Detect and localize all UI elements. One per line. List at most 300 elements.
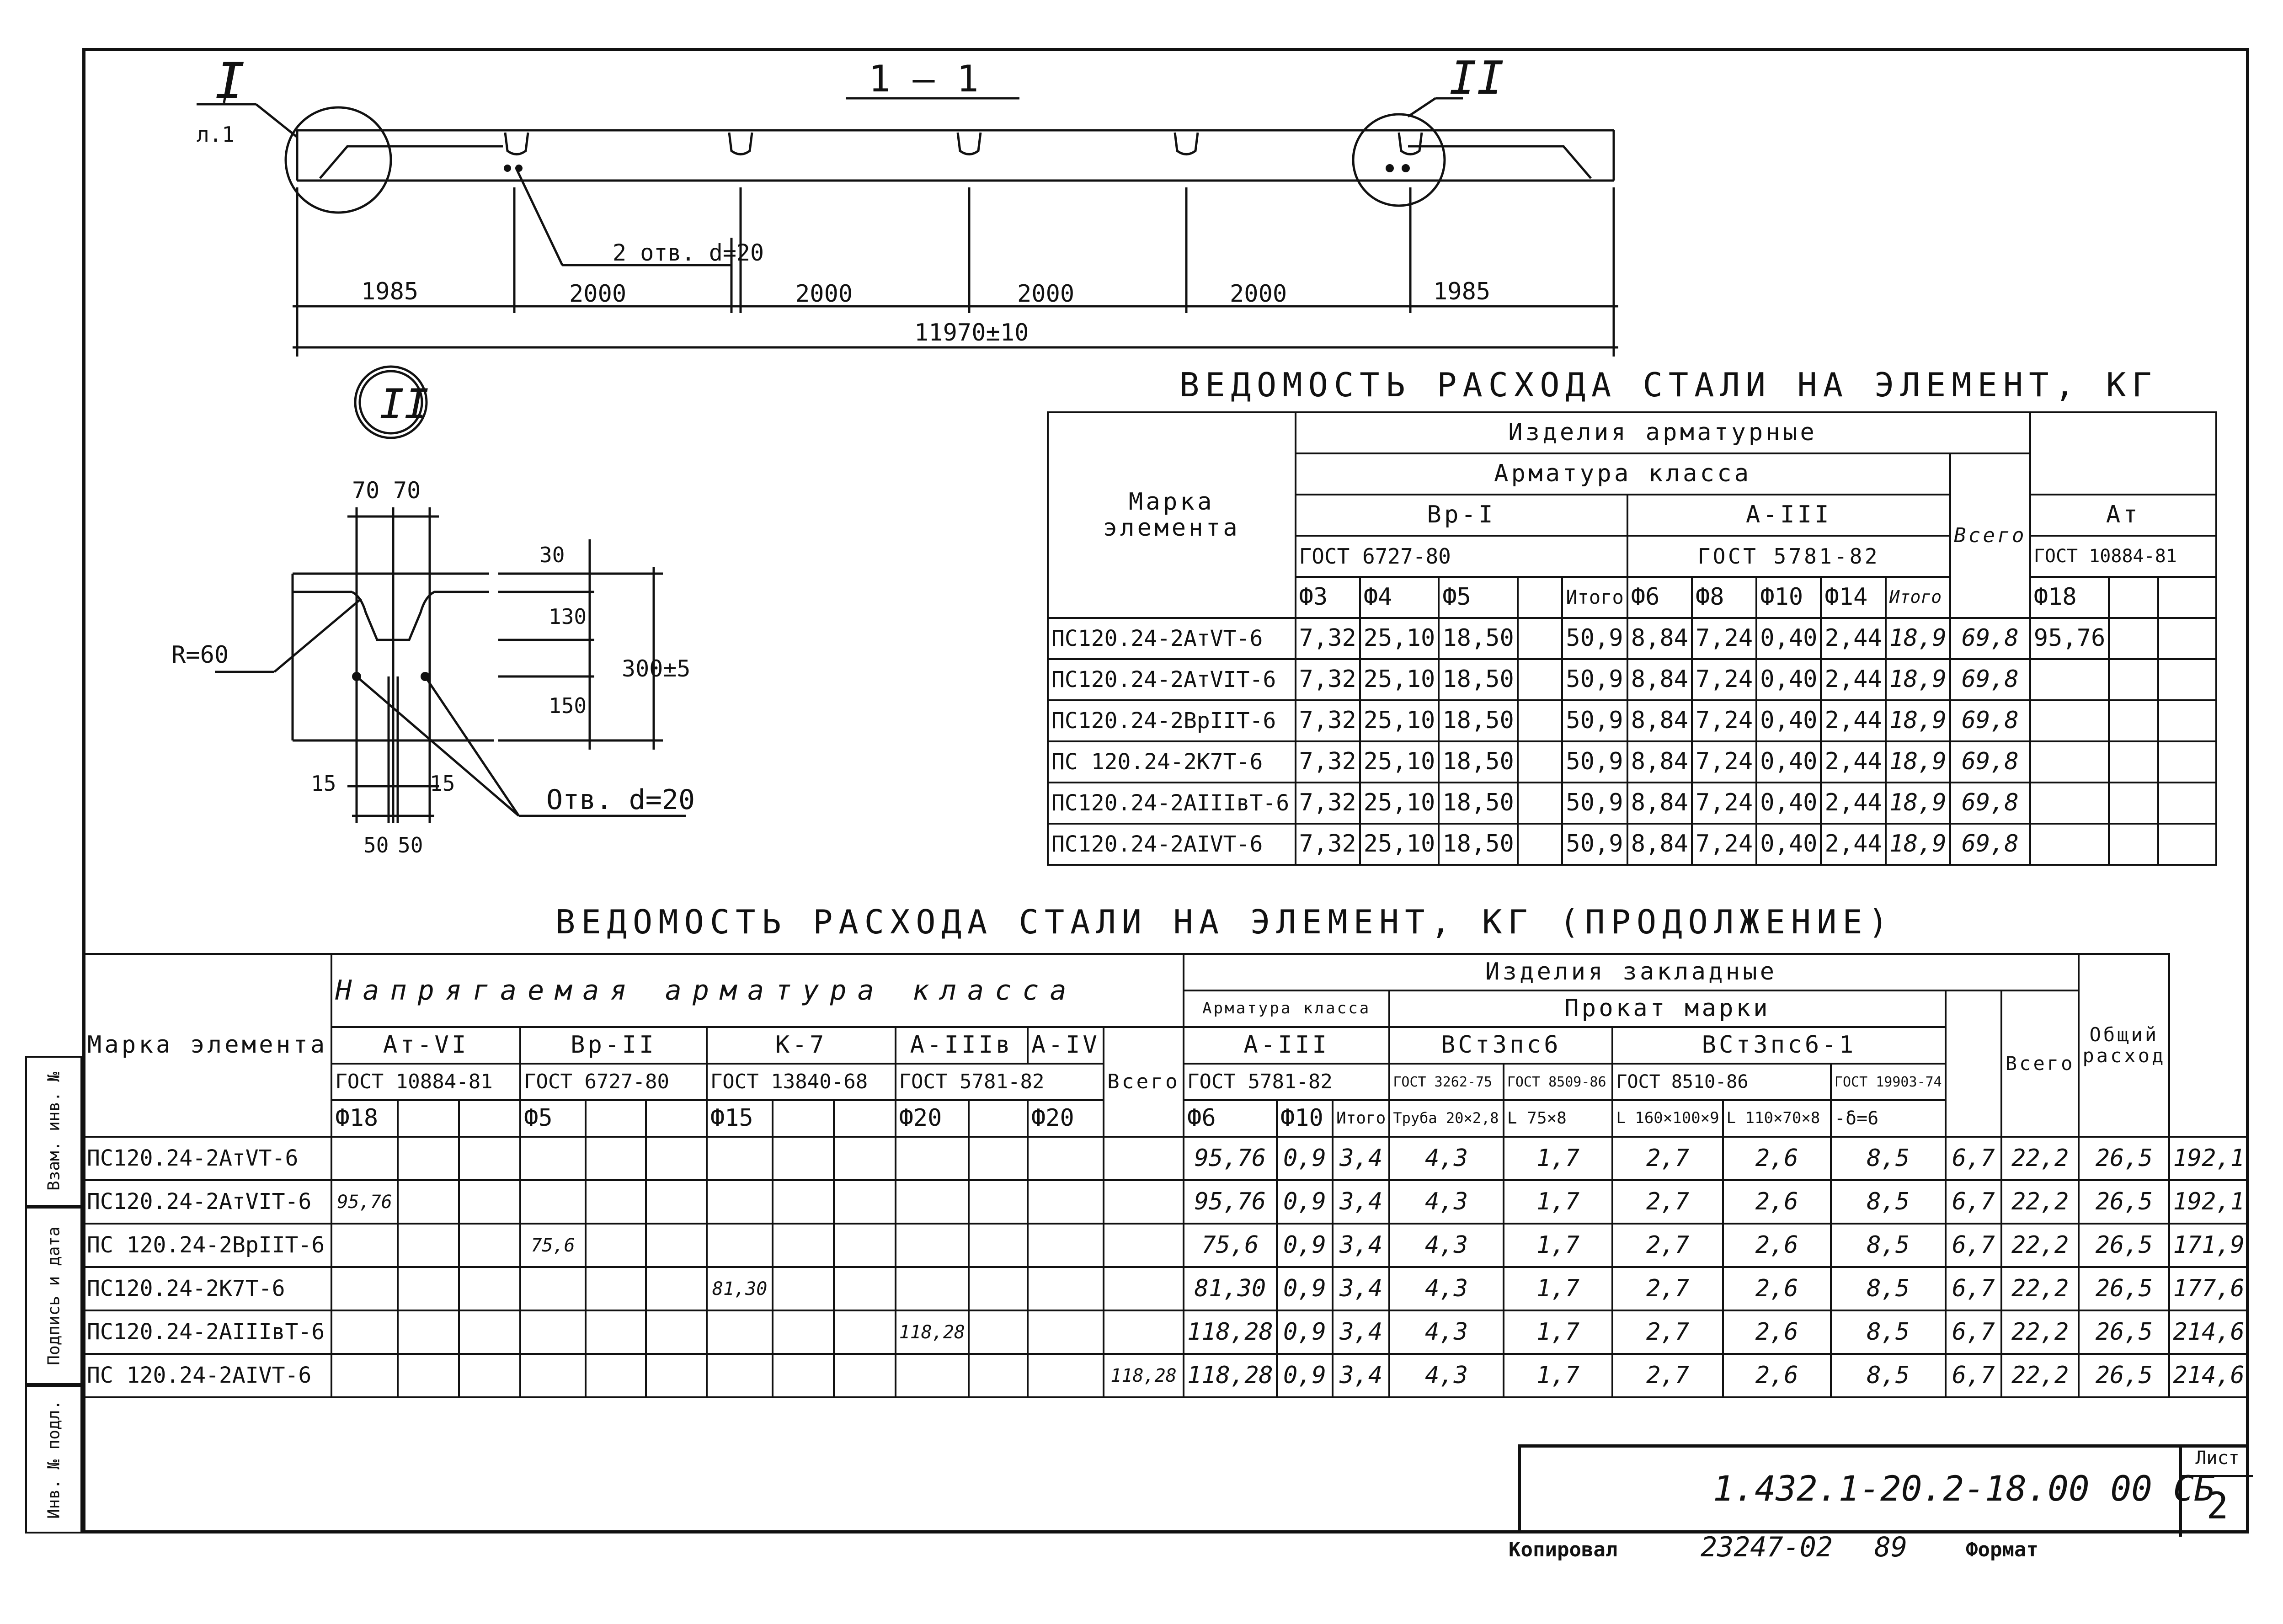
- table2-title: ВЕДОМОСТЬ РАСХОДА СТАЛИ НА ЭЛЕМЕНТ, КГ (ПРОДОЛЖЕНИЕ): [555, 903, 1894, 941]
- table1-row: [1048, 824, 2216, 865]
- row-value: [2158, 783, 2216, 824]
- table2-row: [83, 1137, 2248, 1180]
- group-header: Изделия арматурные: [1296, 412, 2030, 453]
- row-value: 2,6: [1723, 1354, 1831, 1397]
- row-value: [1104, 1137, 1184, 1180]
- row-value: 25,10: [1360, 618, 1439, 659]
- blank-cell: [773, 1100, 834, 1137]
- row-value: [773, 1267, 834, 1310]
- side-box-replaced: [25, 1056, 82, 1207]
- class-header: А-III: [1184, 1027, 1389, 1064]
- row-value: 50,9: [1562, 618, 1627, 659]
- table1-row: [1048, 659, 2216, 700]
- row-value: [2109, 618, 2158, 659]
- row-value: 0,40: [1756, 741, 1821, 783]
- row-value: [398, 1180, 459, 1224]
- detail-dimension: 300±5: [622, 655, 691, 682]
- row-value: [520, 1137, 586, 1180]
- row-value: [773, 1310, 834, 1354]
- row-value: [646, 1267, 706, 1310]
- row-value: [2109, 741, 2158, 783]
- row-value: [331, 1310, 398, 1354]
- dia-header: Ф5: [1439, 577, 1518, 618]
- row-value: 2,6: [1723, 1224, 1831, 1267]
- row-value: [398, 1224, 459, 1267]
- class-header: А-IIIв: [896, 1027, 1028, 1064]
- row-value: [398, 1310, 459, 1354]
- row-value: 95,76: [1184, 1180, 1277, 1224]
- row-value: [586, 1180, 646, 1224]
- row-value: 2,44: [1821, 700, 1885, 741]
- row-value: 50,9: [1562, 659, 1627, 700]
- row-value: [2030, 700, 2109, 741]
- footer-order: 23247-02: [1701, 1531, 1833, 1563]
- side-box-signature: [25, 1207, 82, 1385]
- row-value: 3,4: [1333, 1224, 1389, 1267]
- col-mark-header: Марка элемента: [1048, 412, 1296, 618]
- row-value: [707, 1180, 773, 1224]
- dia-header: [2158, 577, 2216, 618]
- blank-cell: [586, 1100, 646, 1137]
- row-value: [2158, 824, 2216, 865]
- side-stamp-column: [25, 1056, 85, 1533]
- row-value: 118,28: [896, 1310, 969, 1354]
- row-value: 8,84: [1627, 659, 1692, 700]
- row-value: 2,6: [1723, 1137, 1831, 1180]
- row-value: [520, 1354, 586, 1397]
- table2-row: [83, 1180, 2248, 1224]
- row-value: 18,50: [1439, 824, 1518, 865]
- steel-header: ВСт3пс6-1: [1612, 1027, 1945, 1064]
- row-value: [459, 1224, 520, 1267]
- row-value: 192,1: [2169, 1137, 2248, 1180]
- holes-note: 2 отв. d=20: [613, 240, 764, 266]
- dia-header: Ф20: [1028, 1100, 1104, 1137]
- row-value: [1028, 1354, 1104, 1397]
- row-value: 7,24: [1692, 659, 1756, 700]
- blank-cell: [2030, 412, 2216, 495]
- row-value: [586, 1310, 646, 1354]
- dia-header: [2109, 577, 2158, 618]
- row-value: [646, 1354, 706, 1397]
- row-value: 2,7: [1612, 1267, 1723, 1310]
- gost-header: ГОСТ 6727-80: [520, 1064, 707, 1100]
- row-value: 18,50: [1439, 659, 1518, 700]
- row-value: 75,6: [1184, 1224, 1277, 1267]
- row-value: 3,4: [1333, 1267, 1389, 1310]
- detail-dimension: 15: [430, 771, 455, 796]
- row-value: 214,6: [2169, 1354, 2248, 1397]
- row-value: [520, 1180, 586, 1224]
- row-value: 8,5: [1831, 1354, 1946, 1397]
- class-header: К-7: [707, 1027, 896, 1064]
- row-value: 177,6: [2169, 1267, 2248, 1310]
- gost-header: ГОСТ 5781-82: [1184, 1064, 1389, 1100]
- table2-row: [83, 1267, 2248, 1310]
- dia-header: Ф3: [1296, 577, 1360, 618]
- node-i-sheet: л.1: [197, 122, 235, 147]
- row-value: 118,28: [1184, 1310, 1277, 1354]
- detail-label: II: [379, 380, 429, 428]
- row-value: 6,7: [1946, 1137, 2001, 1180]
- row-value: 2,7: [1612, 1354, 1723, 1397]
- row-value: 3,4: [1333, 1137, 1389, 1180]
- gost-header: ГОСТ 8510-86: [1612, 1064, 1830, 1100]
- dia-header: Ф10: [1756, 577, 1821, 618]
- rolled-subheader: Прокат марки: [1389, 990, 1945, 1027]
- row-value: 7,32: [1296, 741, 1360, 783]
- row-value: 26,5: [2079, 1137, 2169, 1180]
- row-value: [896, 1267, 969, 1310]
- all-total-header: Всего: [2001, 990, 2079, 1137]
- row-value: 0,40: [1756, 618, 1821, 659]
- row-value: 18,9: [1886, 741, 1950, 783]
- row-value: 50,9: [1562, 783, 1627, 824]
- footer-copied: Копировал: [1509, 1538, 1618, 1561]
- row-value: 1,7: [1504, 1310, 1613, 1354]
- row-value: 6,7: [1946, 1224, 2001, 1267]
- row-value: [586, 1224, 646, 1267]
- gost-header: ГОСТ 5781-82: [1627, 536, 1950, 577]
- row-value: [969, 1137, 1028, 1180]
- row-value: [2030, 783, 2109, 824]
- row-value: 6,7: [1946, 1267, 2001, 1310]
- row-value: [2030, 659, 2109, 700]
- row-value: 1,7: [1504, 1180, 1613, 1224]
- row-value: [1518, 824, 1562, 865]
- span-dimension: 1985: [1433, 278, 1491, 305]
- footer-format: Формат: [1966, 1538, 2038, 1561]
- detail-dimension: 15: [311, 771, 336, 796]
- row-value: [1028, 1310, 1104, 1354]
- blank-cell: [398, 1100, 459, 1137]
- row-mark: ПС120.24-2К7Т-6: [83, 1267, 331, 1310]
- row-value: [2109, 659, 2158, 700]
- row-value: [586, 1267, 646, 1310]
- row-value: 95,76: [1184, 1137, 1277, 1180]
- row-value: [1028, 1224, 1104, 1267]
- row-value: [1028, 1137, 1104, 1180]
- row-value: [459, 1310, 520, 1354]
- row-value: 7,32: [1296, 783, 1360, 824]
- row-value: [2158, 659, 2216, 700]
- row-value: 214,6: [2169, 1310, 2248, 1354]
- row-value: [646, 1224, 706, 1267]
- col-mark-header: Марка элемента: [83, 954, 331, 1137]
- row-value: [896, 1180, 969, 1224]
- row-value: 7,24: [1692, 700, 1756, 741]
- row-value: 1,7: [1504, 1354, 1613, 1397]
- dia-header: Ф10: [1277, 1100, 1333, 1137]
- row-value: [586, 1354, 646, 1397]
- row-value: [707, 1310, 773, 1354]
- row-value: 2,44: [1821, 741, 1885, 783]
- row-value: [969, 1267, 1028, 1310]
- steel-header: ВСт3пс6: [1389, 1027, 1612, 1064]
- row-value: [1518, 741, 1562, 783]
- row-value: [896, 1224, 969, 1267]
- row-value: 26,5: [2079, 1180, 2169, 1224]
- row-value: 2,44: [1821, 618, 1885, 659]
- row-value: 0,9: [1277, 1137, 1333, 1180]
- dia-header: Итого: [1886, 577, 1950, 618]
- row-value: 18,9: [1886, 700, 1950, 741]
- row-value: 50,9: [1562, 824, 1627, 865]
- row-value: 25,10: [1360, 700, 1439, 741]
- row-value: 0,9: [1277, 1310, 1333, 1354]
- row-value: 8,5: [1831, 1267, 1946, 1310]
- title-block: [1518, 1444, 2249, 1533]
- row-value: [2109, 824, 2158, 865]
- row-value: 4,3: [1389, 1310, 1503, 1354]
- class-header: А-III: [1627, 495, 1950, 536]
- row-value: 6,7: [1946, 1354, 2001, 1397]
- subgroup-header: Арматура класса: [1296, 453, 1950, 495]
- doc-code: 1.432.1-20.2-18.00 00 СБ: [1713, 1468, 2215, 1509]
- row-value: 69,8: [1950, 824, 2030, 865]
- row-value: [2158, 700, 2216, 741]
- row-value: 8,84: [1627, 700, 1692, 741]
- row-value: 22,2: [2001, 1137, 2079, 1180]
- dia-header: Ф15: [707, 1100, 773, 1137]
- row-value: 26,5: [2079, 1267, 2169, 1310]
- row-value: 18,50: [1439, 741, 1518, 783]
- row-value: 95,76: [331, 1180, 398, 1224]
- total-header: Всего: [1950, 453, 2030, 618]
- row-value: 18,9: [1886, 783, 1950, 824]
- row-value: 7,32: [1296, 659, 1360, 700]
- dia-header: Ф4: [1360, 577, 1439, 618]
- dia-header: Ф18: [331, 1100, 398, 1137]
- row-value: [1518, 783, 1562, 824]
- row-value: 69,8: [1950, 700, 2030, 741]
- row-value: 118,28: [1184, 1354, 1277, 1397]
- row-value: [1518, 659, 1562, 700]
- row-value: [398, 1354, 459, 1397]
- row-value: 8,84: [1627, 618, 1692, 659]
- row-value: [707, 1137, 773, 1180]
- row-value: [969, 1354, 1028, 1397]
- row-value: [1104, 1267, 1184, 1310]
- row-value: [834, 1180, 895, 1224]
- dia-header: Ф18: [2030, 577, 2109, 618]
- node-i-label: I: [215, 52, 245, 110]
- row-value: 8,84: [1627, 741, 1692, 783]
- prestressed-header: Напрягаемая арматура класса: [331, 954, 1184, 1027]
- dia-header: Ф6: [1184, 1100, 1277, 1137]
- detail-dimension: 130: [549, 604, 587, 629]
- row-value: 26,5: [2079, 1224, 2169, 1267]
- row-mark: ПС120.24-2ВрIIТ-6: [1048, 700, 1296, 741]
- row-value: [331, 1137, 398, 1180]
- row-value: 3,4: [1333, 1180, 1389, 1224]
- row-value: 0,9: [1277, 1354, 1333, 1397]
- table1-title: ВЕДОМОСТЬ РАСХОДА СТАЛИ НА ЭЛЕМЕНТ, КГ: [1179, 366, 2158, 404]
- row-value: [2030, 741, 2109, 783]
- row-value: 81,30: [707, 1267, 773, 1310]
- rebar-subheader: Арматура класса: [1184, 990, 1389, 1027]
- row-value: 7,24: [1692, 741, 1756, 783]
- row-value: [773, 1354, 834, 1397]
- node-ii-label: II: [1449, 51, 1504, 105]
- row-value: [646, 1310, 706, 1354]
- row-value: 8,5: [1831, 1310, 1946, 1354]
- total-length: 11970±10: [914, 319, 1029, 346]
- row-mark: ПС 120.24-2АIVТ-6: [83, 1354, 331, 1397]
- dia-header: L 110×70×8: [1723, 1100, 1831, 1137]
- row-value: 6,7: [1946, 1310, 2001, 1354]
- total-header: Всего: [1104, 1027, 1184, 1137]
- dia-header: L 160×100×9: [1612, 1100, 1723, 1137]
- row-value: [834, 1267, 895, 1310]
- class-header: Ат-VI: [331, 1027, 520, 1064]
- row-value: [1518, 700, 1562, 741]
- row-value: 75,6: [520, 1224, 586, 1267]
- row-value: [1104, 1224, 1184, 1267]
- blank-cell: [459, 1100, 520, 1137]
- row-value: 50,9: [1562, 741, 1627, 783]
- row-value: 81,30: [1184, 1267, 1277, 1310]
- row-value: [459, 1137, 520, 1180]
- row-value: 7,32: [1296, 618, 1360, 659]
- row-value: 25,10: [1360, 741, 1439, 783]
- row-value: 95,76: [2030, 618, 2109, 659]
- side-box-label: Подпись и дата: [44, 1226, 63, 1365]
- row-value: 18,50: [1439, 700, 1518, 741]
- row-value: [834, 1354, 895, 1397]
- gost-header: ГОСТ 19903-74: [1831, 1064, 1946, 1100]
- table1-row: [1048, 783, 2216, 824]
- embedded-header: Изделия закладные: [1184, 954, 2079, 990]
- row-value: 69,8: [1950, 618, 2030, 659]
- span-dimension: 1985: [361, 278, 419, 305]
- detail-dimension: 50: [363, 833, 389, 857]
- row-mark: ПС120.24-2АтVIТ-6: [83, 1180, 331, 1224]
- row-value: [586, 1137, 646, 1180]
- row-value: 25,10: [1360, 783, 1439, 824]
- row-value: [1518, 618, 1562, 659]
- row-value: [834, 1224, 895, 1267]
- detail-dimension: 70: [352, 477, 380, 504]
- footer-code: 89: [1874, 1531, 1908, 1563]
- dia-header: Ф6: [1627, 577, 1692, 618]
- span-dimension: 2000: [795, 280, 853, 308]
- row-mark: ПС120.24-2АтVТ-6: [1048, 618, 1296, 659]
- row-value: 8,5: [1831, 1137, 1946, 1180]
- row-value: 7,32: [1296, 824, 1360, 865]
- detail-dimension: 30: [539, 543, 565, 567]
- table1-body: [1048, 618, 2216, 865]
- row-value: 2,6: [1723, 1267, 1831, 1310]
- row-value: 0,40: [1756, 824, 1821, 865]
- row-value: 26,5: [2079, 1310, 2169, 1354]
- side-box-label: Взам. инв. №: [44, 1071, 63, 1191]
- table2-row: [83, 1354, 2248, 1397]
- row-value: 18,50: [1439, 783, 1518, 824]
- row-value: 69,8: [1950, 659, 2030, 700]
- gost-header: ГОСТ 6727-80: [1296, 536, 1627, 577]
- sheet-number: 2: [2179, 1475, 2253, 1537]
- gost-header: ГОСТ 13840-68: [707, 1064, 896, 1100]
- row-value: [646, 1180, 706, 1224]
- row-value: [331, 1354, 398, 1397]
- row-value: 0,40: [1756, 659, 1821, 700]
- gost-header: ГОСТ 10884-81: [2030, 536, 2216, 577]
- row-value: [1028, 1267, 1104, 1310]
- row-value: [520, 1267, 586, 1310]
- table1-row: [1048, 618, 2216, 659]
- dia-header: Труба 20×2,8: [1389, 1100, 1503, 1137]
- row-value: [398, 1267, 459, 1310]
- span-dimension: 2000: [569, 280, 627, 308]
- row-value: 2,44: [1821, 783, 1885, 824]
- row-value: 1,7: [1504, 1267, 1613, 1310]
- table1-row: [1048, 741, 2216, 783]
- detail-dimension: 70: [393, 477, 421, 504]
- row-value: 7,24: [1692, 824, 1756, 865]
- detail-hole-note: Отв. d=20: [546, 784, 695, 816]
- row-value: 0,40: [1756, 700, 1821, 741]
- row-value: [969, 1224, 1028, 1267]
- row-value: 22,2: [2001, 1224, 2079, 1267]
- row-value: [2030, 824, 2109, 865]
- row-value: 3,4: [1333, 1310, 1389, 1354]
- row-value: 192,1: [2169, 1180, 2248, 1224]
- row-value: 8,5: [1831, 1224, 1946, 1267]
- row-value: 2,6: [1723, 1180, 1831, 1224]
- dia-header: [1518, 577, 1562, 618]
- row-value: 0,9: [1277, 1224, 1333, 1267]
- blank-cell: [1946, 990, 2001, 1137]
- dia-header: L 75×8: [1504, 1100, 1613, 1137]
- row-value: [969, 1310, 1028, 1354]
- row-value: [773, 1137, 834, 1180]
- row-mark: ПС120.24-2АтVIТ-6: [1048, 659, 1296, 700]
- table2-body: [83, 1137, 2248, 1397]
- dia-header: Ф5: [520, 1100, 586, 1137]
- row-value: 26,5: [2079, 1354, 2169, 1397]
- gost-header: ГОСТ 8509-86: [1504, 1064, 1613, 1100]
- row-value: 0,40: [1756, 783, 1821, 824]
- row-value: 18,9: [1886, 618, 1950, 659]
- blank-cell: [834, 1100, 895, 1137]
- gost-header: ГОСТ 10884-81: [331, 1064, 520, 1100]
- table2-row: [83, 1310, 2248, 1354]
- row-mark: ПС 120.24-2ВрIIТ-6: [83, 1224, 331, 1267]
- row-value: [2158, 741, 2216, 783]
- class-header: Вр-II: [520, 1027, 707, 1064]
- row-value: 3,4: [1333, 1354, 1389, 1397]
- row-value: 50,9: [1562, 700, 1627, 741]
- row-value: 0,9: [1277, 1180, 1333, 1224]
- row-value: 118,28: [1104, 1354, 1184, 1397]
- row-value: [707, 1354, 773, 1397]
- dia-header: -δ=6: [1831, 1100, 1946, 1137]
- row-value: 8,84: [1627, 824, 1692, 865]
- row-value: 69,8: [1950, 741, 2030, 783]
- row-value: 2,44: [1821, 659, 1885, 700]
- row-value: 0,9: [1277, 1267, 1333, 1310]
- row-value: [1104, 1180, 1184, 1224]
- row-value: [2109, 700, 2158, 741]
- row-value: [773, 1180, 834, 1224]
- class-header: А-IV: [1028, 1027, 1104, 1064]
- row-value: 4,3: [1389, 1267, 1503, 1310]
- row-value: 7,32: [1296, 700, 1360, 741]
- table2-row: [83, 1224, 2248, 1267]
- class-header: Ат: [2030, 495, 2216, 536]
- row-value: [646, 1137, 706, 1180]
